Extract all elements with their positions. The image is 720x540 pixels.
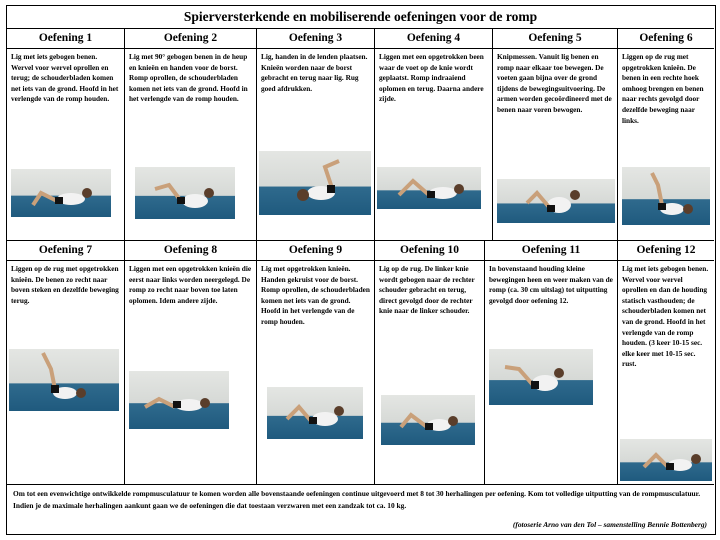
instructions-footer: Om tot een evenwichtige ontwikkelde rompmusculatuur te komen worden alle bovenstaande oefeningen continue uitgevoerd met 8 tot 30 herhalingen per oefening. Kom tot volledige uitputting van de rompmusculatuur. Indien je de maximale herhalingen aankunt gaan we de oefeningen die dat toestaan verzwaren met een zandzak tot ca. 10 kg. (13, 489, 701, 510)
exercise-photo (11, 169, 111, 217)
exercise-title: Oefening 1 (7, 29, 124, 49)
exercise-text: In bovenstaand houding kleine bewegingen heen en weer maken van de romp (ca. 30 cm uitslag) tot uitputting gevolgd door oefening 12. (489, 264, 613, 305)
exercise-cell-10 (375, 241, 485, 484)
exercise-cell-1 (7, 29, 125, 240)
exercise-text: Lig met iets gebogen benen. Wervel voor wervel oprollen en dan de houding statisch vasthouden; de schouderbladen komen net van de grond. Hoofd in het verlengde van de romp houden. (3 keer 10-15 sec. elke keer met 10-15 sec. rust. (622, 264, 709, 369)
exercise-cell-5 (493, 29, 618, 240)
exercise-row-1 (7, 29, 714, 241)
exercise-photo (620, 439, 712, 481)
exercise-title: Oefening 7 (7, 241, 124, 261)
exercise-text: Lig met iets gebogen benen. Wervel voor wervel oprollen en terug; de schouderbladen komen net iets van de grond. Hoofd in het verlengde van de romp houden. (11, 52, 119, 104)
exercise-title: Oefening 8 (125, 241, 256, 261)
exercise-cell-12 (618, 241, 714, 484)
exercise-cell-4 (375, 29, 493, 240)
exercise-photo (381, 395, 475, 445)
exercise-photo (267, 387, 363, 439)
exercise-text: Lig, handen in de lenden plaatsen. Knieën worden naar de borst gebracht en terug naar lig. Rug goed afdrukken. (261, 52, 368, 93)
exercise-photo (9, 349, 119, 411)
exercise-text: Liggen op de rug met opgetrokken knieën. De benen zo recht naar boven steken en dezelfde beweging terug. (11, 264, 119, 305)
exercise-text: Lig op de rug. De linker knie wordt gebogen naar de rechter schouder gebracht en terug, direct gevolgd door de rechter knie naar de linker schouder. (379, 264, 475, 316)
exercise-title: Oefening 5 (493, 29, 617, 49)
exercise-text: Liggen met een opgetrokken knieën die eerst naar links worden neergelegd. De romp zo recht naar boven toe laten oplomen. Idem andere zijde. (129, 264, 252, 305)
exercise-title: Oefening 9 (257, 241, 374, 261)
photo-credit: (fotoserie Arno van den Tol – samenstelling Bennie Bottenberg) (512, 520, 707, 529)
exercise-title: Oefening 4 (375, 29, 492, 49)
exercise-text: Liggen met een opgetrokken been waar de voet op de knie wordt geplaatst. Romp indraaiend oplomen en terug. Daarna andere zijde. (379, 52, 484, 104)
exercise-cell-2 (125, 29, 257, 240)
exercise-sheet (6, 5, 716, 535)
exercise-text: Knipmessen. Vanuit lig benen en romp naar elkaar toe bewegen. De voeten gaan bijna over de grond tijdens de bewegingsuitvoering. De armen worden gecoördineerd met de benen naar voren bewogen. (497, 52, 612, 114)
exercise-photo (135, 167, 235, 219)
exercise-cell-8 (125, 241, 257, 484)
exercise-photo (377, 167, 481, 209)
exercise-photo (489, 349, 593, 405)
exercise-cell-3 (257, 29, 375, 240)
exercise-cell-11 (485, 241, 618, 484)
exercise-title: Oefening 10 (375, 241, 484, 261)
exercise-title: Oefening 11 (485, 241, 617, 261)
exercise-cell-6 (618, 29, 714, 240)
exercise-text: Lig met opgetrokken knieën. Handen gekruist voor de borst. Romp oprollen, de schouderbladen komen net iets van de grond. Hoofd in het verlengde van de romp houden. (261, 264, 370, 326)
exercise-text: Lig met 90° gebogen benen in de heup en knieën en handen voor de borst. Romp oprollen, de schouderbladen komen net iets van de grond. Hoofd in het verlengde van de romp houden. (129, 52, 248, 104)
exercise-photo (129, 371, 229, 429)
exercise-title: Oefening 3 (257, 29, 374, 49)
exercise-title: Oefening 12 (618, 241, 714, 261)
exercise-photo (622, 167, 710, 225)
exercise-cell-9 (257, 241, 375, 484)
exercise-cell-7 (7, 241, 125, 484)
exercise-title: Oefening 2 (125, 29, 256, 49)
exercise-text: Liggen op de rug met opgetrokken knieën. De benen in een rechte hoek omhoog brengen en benen naar rechts gevolgd door dezelfde beweging naar links. (622, 52, 704, 125)
sheet-title: Spierversterkende en mobiliserende oefeningen voor de romp (7, 6, 714, 29)
exercise-title: Oefening 6 (618, 29, 714, 49)
exercise-photo (497, 179, 615, 223)
exercise-photo (259, 151, 371, 215)
exercise-row-2 (7, 241, 714, 485)
